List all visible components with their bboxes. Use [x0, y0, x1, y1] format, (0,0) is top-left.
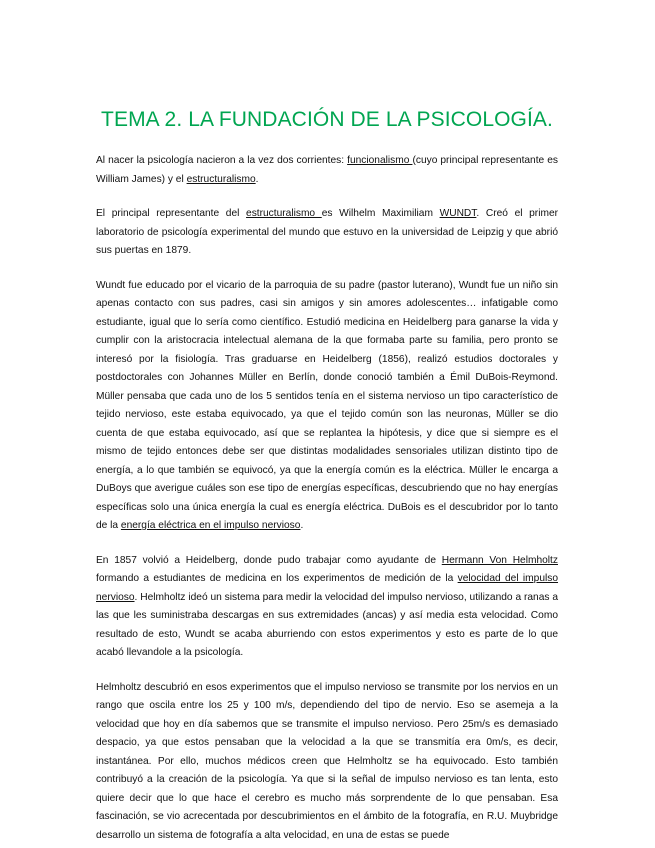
text-segment: es Wilhelm Maximiliam: [321, 208, 440, 219]
text-segment: Helmholtz descubrió en esos experimentos que el impulso nervioso se transmite por los nervios en un rango que oscila entre los 25 y 100 m/s, dependiendo del tipo de nervio. Eso se asemeja a la velocidad que hoy en día sabemos que se transmite el impulso nervioso. Pero 25m/s es demasiado despacio, ya que estos pensaban que la velocidad a la que se transmitía era 0m/s, es decir, instantánea. Por ello, muchos médicos creen que Helmholtz se ha equivocado. Esto también contribuyó a la creación de la psicología. Ya que si la señal de impulso nervioso es tan lenta, esto quiere decir que lo que hace el cerebro es mucho más sorprendente de lo que pensaban. Esa fascinación, se vio acrecentada por descubrimientos en el ámbito de la fotografía, en R.U. Muybridge desarrollo un sistema de fotografía a alta velocidad, en una de estas se puede: [96, 681, 558, 841]
text-segment: formando a estudiantes de medicina en los experimentos de medición de la: [96, 573, 458, 584]
term-funcionalismo: funcionalismo: [347, 155, 413, 166]
text-segment: . Creó el primer laboratorio de psicología experimental del mundo que estuvo en la universidad de Leipzig y que abrió sus puertas en 1879.: [96, 208, 559, 256]
document-title: TEMA 2. LA FUNDACIÓN DE LA PSICOLOGÍA.: [101, 108, 553, 131]
paragraph-wundt-biography: [96, 277, 558, 536]
term-wundt: WUNDT: [439, 208, 477, 219]
text-segment: . Helmholtz ideó un sistema para medir la velocidad del impulso nervioso, utilizando a ranas a las que les suministraba descargas en sus extremidades (ancas) y así media esta velocidad. Como resultado de esto, Wundt se acaba aburriendo con estos experimentos y esto es parte de lo que acabó llevandole a la psicología.: [96, 591, 558, 658]
text-segment: En 1857 volvió a Heidelberg, donde pudo trabajar como ayudante de: [96, 554, 442, 566]
paragraph-wundt-lab: [96, 205, 558, 261]
text-segment: .: [300, 520, 304, 531]
paragraph-impulso-nervioso: [96, 679, 558, 846]
text-segment: El principal representante del: [96, 208, 247, 219]
term-estructuralismo: estructuralismo: [186, 173, 256, 185]
term-velocidad-impulso: velocidad del impulso nervioso: [96, 573, 559, 603]
paragraph-helmholtz: [96, 552, 558, 663]
text-segment: Al nacer la psicología nacieron a la vez dos corrientes:: [96, 155, 348, 166]
term-estructuralismo: estructuralismo: [246, 208, 322, 219]
text-segment: .: [255, 173, 259, 185]
paragraph-intro: [96, 152, 558, 189]
term-helmholtz: Hermann Von Helmholtz: [441, 554, 558, 566]
text-segment: (cuyo principal representante es William James) y el: [96, 155, 559, 185]
term-energia-electrica: energía eléctrica en el impulso nervioso: [120, 520, 301, 531]
text-segment: Wundt fue educado por el vicario de la parroquia de su padre (pastor luterano), Wundt fue un niño sin apenas contacto con sus padres, casi sin amigos y sin amores adolescentes… infatigable como estudiante, igual que lo sería como científico. Estudió medicina en Heidelberg para ganarse la vida y cumplir con la aristocracia intelectual alemana de la que formaba parte su familia, pero pronto se interesó por la fisiología. Tras graduarse en Heidelberg (1856), realizó estudios doctorales y postdoctorales con Johannes Müller en Berlín, donde conoció también a Émil DuBois-Reymond. Müller pensaba que cada uno de los 5 sentidos tenía en el sistema nervioso un tipo característico de tejido nervioso, este estaba equivocado, ya que el tejido común son las neuronas, Müller se dio cuenta de que estaba equivocado, así que se replantea la hipótesis, y dice que si siempre es el mismo de tejido entonces debe ser que distintas modalidades sensoriales utilizan distinto tipo de energía, a lo que también se equivocó, ya que la energía común es la eléctrica. Müller le encarga a DuBoys que averigue cuáles son ese tipo de energías específicas, descubriendo que no hay energías específicas solo una única energía la cual es energía eléctrica. DuBois es el descubridor por lo tanto de la: [96, 279, 558, 531]
